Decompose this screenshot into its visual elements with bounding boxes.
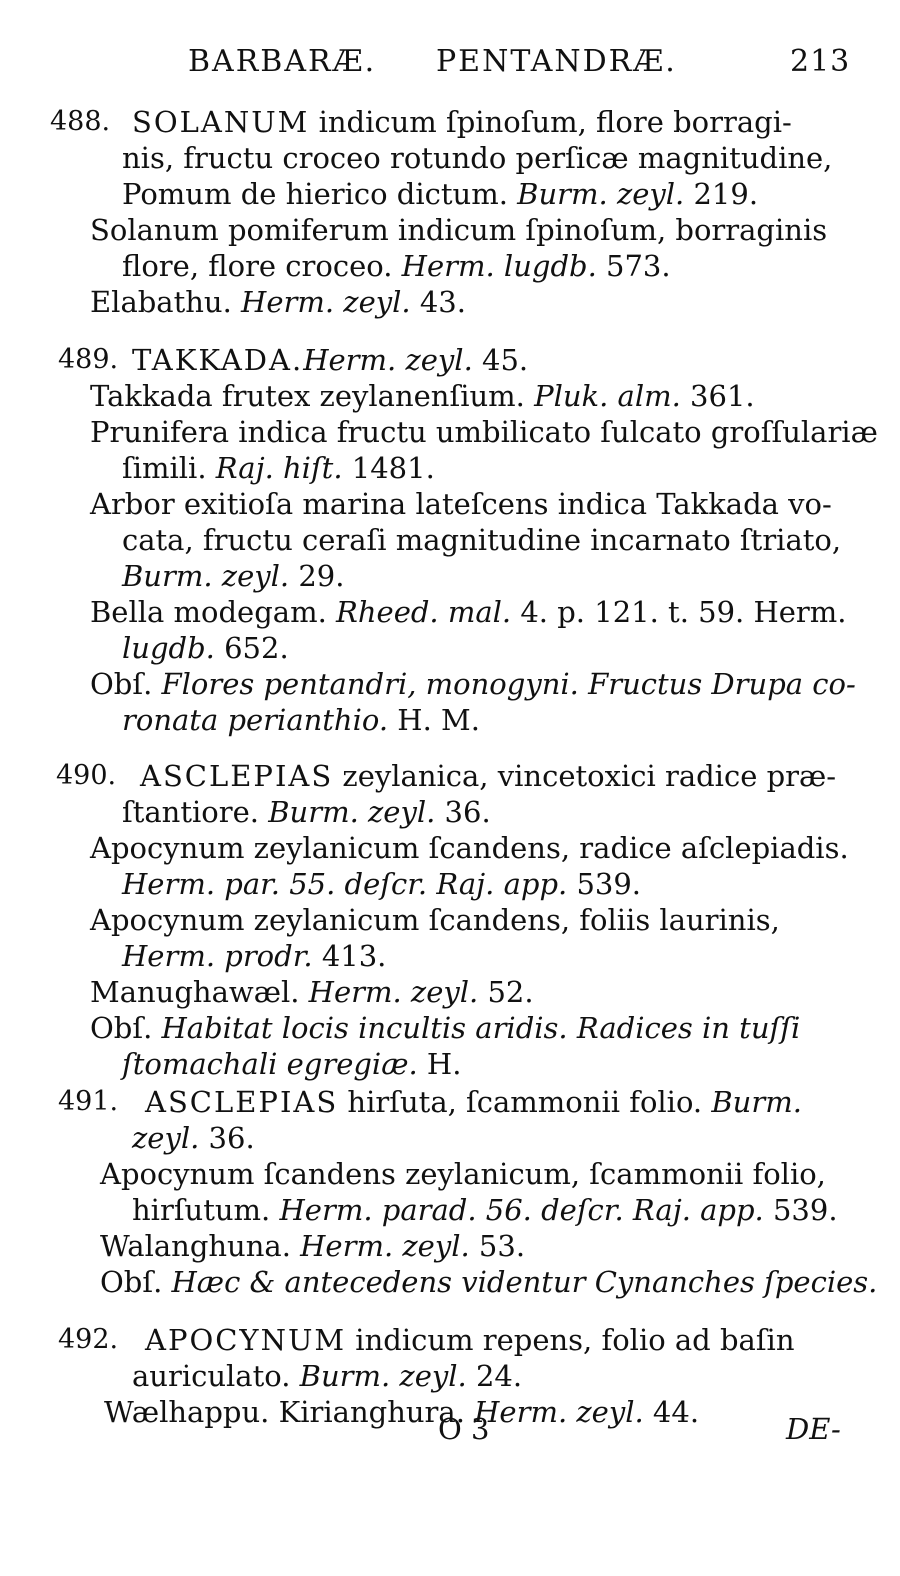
citation-number: 36. [435, 795, 491, 829]
text-line [90, 284, 466, 320]
text-line [122, 176, 758, 212]
citation-italic: Herm. lugdb. [392, 249, 597, 283]
citation-number: 413. [312, 939, 387, 973]
text-line [90, 830, 849, 866]
text-line [100, 1264, 877, 1300]
plain-text: indicum ſpinoſum, flore borragi- [309, 105, 792, 139]
plain-text: ſimili. [122, 451, 207, 485]
citation-italic: Burm. zeyl. [290, 1359, 467, 1393]
citation-italic: Burm. zeyl. [122, 559, 290, 593]
text-line [132, 1192, 838, 1228]
text-line [122, 558, 344, 594]
entry-number: 488. [50, 106, 111, 137]
plain-text: Elabathu. [90, 285, 232, 319]
citation-number: 1481. [342, 451, 435, 485]
plain-text: auriculato. [132, 1359, 291, 1393]
citation-number: H. M. [388, 703, 480, 737]
plain-text: cata, fructu ceraſi magnitudine incarnato ſtriato, [122, 523, 842, 557]
plain-text: Obſ. [90, 667, 153, 701]
plain-text: indicum repens, folio ad baſin [346, 1323, 795, 1357]
text-line [132, 104, 792, 140]
signature-mark: O 3 [438, 1412, 490, 1446]
citation-italic: Herm. zeyl. [303, 343, 473, 377]
citation-italic: Raj. hiſt. [206, 451, 343, 485]
citation-number: 43. [410, 285, 466, 319]
page-number: 213 [790, 44, 851, 79]
citation-number: 45. [472, 343, 529, 377]
citation-italic: Herm. parad. 56. deſcr. Raj. app. [270, 1193, 764, 1227]
text-line [145, 1084, 802, 1120]
citation-italic: Hæc & antecedens videntur Cynanches ſpecies. [162, 1265, 878, 1299]
citation-number: 36. [199, 1121, 255, 1155]
text-line [122, 140, 832, 176]
text-line [90, 414, 878, 450]
text-line [90, 594, 847, 630]
citation-number: 29. [289, 559, 345, 593]
text-line [100, 1156, 826, 1192]
text-line [104, 1394, 699, 1430]
citation-number: 539. [567, 867, 642, 901]
text-line [90, 1010, 800, 1046]
text-line [122, 630, 289, 666]
genus-name: TAKKADA. [132, 343, 304, 377]
citation-italic: Herm. zeyl. [231, 285, 411, 319]
text-line [132, 342, 528, 378]
citation-italic: Burm. zeyl. [259, 795, 436, 829]
genus-name: SOLANUM [132, 105, 310, 139]
text-line [90, 974, 534, 1010]
plain-text: zeylanica, vincetoxici radice præ- [333, 759, 837, 793]
citation-italic: Herm. prodr. [122, 939, 313, 973]
plain-text: Prunifera indica fructu umbilicato ſulcato groſſulariæ [90, 415, 878, 449]
citation-italic: Herm. par. 55. deſcr. Raj. app. [122, 867, 568, 901]
plain-text: Obſ. [100, 1265, 163, 1299]
citation-italic: Herm. zeyl. [299, 975, 479, 1009]
entry-number: 491. [58, 1086, 119, 1117]
citation-number: H. [417, 1047, 462, 1081]
citation-number: 53. [469, 1229, 526, 1263]
citation-number: 52. [478, 975, 534, 1009]
catchword: DE- [786, 1412, 841, 1446]
entry-number: 490. [56, 760, 117, 791]
text-line [122, 450, 435, 486]
citation-number: 219. [684, 177, 759, 211]
citation-number: 44. [643, 1395, 700, 1429]
citation-italic: Rheed. mal. [326, 595, 512, 629]
citation-number: 361. [680, 379, 755, 413]
citation-italic: zeyl. [132, 1121, 200, 1155]
plain-text: Obſ. [90, 1011, 153, 1045]
citation-italic: Pluk. alm. [524, 379, 681, 413]
citation-number: 539. [763, 1193, 838, 1227]
plain-text: Pomum de hierico dictum. [122, 177, 508, 211]
citation-italic: Burm. zeyl. [507, 177, 685, 211]
text-line [100, 1228, 525, 1264]
text-line [90, 902, 780, 938]
genus-name: ASCLEPIAS [145, 1085, 339, 1119]
text-line [145, 1322, 795, 1358]
plain-text: hirſuta, ſcammonii folio. [338, 1085, 703, 1119]
plain-text: Solanum pomiferum indicum ſpinoſum, borraginis [90, 213, 828, 247]
text-line [132, 1358, 522, 1394]
text-line [90, 666, 856, 702]
plain-text: Walanghuna. [100, 1229, 291, 1263]
plain-text: Bella modegam. [90, 595, 327, 629]
entry-number: 492. [58, 1324, 119, 1355]
citation-italic: Herm. zeyl. [290, 1229, 470, 1263]
citation-number: 652. [214, 631, 289, 665]
citation-italic: Burm. [702, 1085, 802, 1119]
entry-number: 489. [58, 344, 119, 375]
text-line [90, 212, 827, 248]
genus-name: ASCLEPIAS [140, 759, 334, 793]
citation-number: 573. [596, 249, 671, 283]
plain-text: ſtantiore. [122, 795, 259, 829]
text-line [122, 938, 386, 974]
plain-text: Manughawæl. [90, 975, 300, 1009]
plain-text: nis, fructu croceo rotundo perſicæ magnitudine, [122, 141, 833, 175]
plain-text: Wælhappu. Kirianghura. [104, 1395, 465, 1429]
plain-text: Apocynum zeylanicum ſcandens, foliis laurinis, [90, 903, 780, 937]
text-line [132, 1120, 255, 1156]
citation-italic: ronata perianthio. [122, 703, 389, 737]
plain-text: Apocynum ſcandens zeylanicum, ſcammonii folio, [100, 1157, 826, 1191]
citation-italic: Habitat locis incultis aridis. Radices in tuſſi [152, 1011, 801, 1045]
plain-text: Arbor exitioſa marina lateſcens indica Takkada vo- [90, 487, 832, 521]
citation-number: 4. p. 121. t. 59. Herm. [511, 595, 847, 629]
plain-text: flore, flore croceo. [122, 249, 393, 283]
genus-name: APOCYNUM [145, 1323, 347, 1357]
running-header-left: BARBARÆ. [188, 44, 377, 79]
text-line [122, 794, 491, 830]
citation-italic: Herm. zeyl. [464, 1395, 644, 1429]
text-line [140, 758, 836, 794]
plain-text: Apocynum zeylanicum ſcandens, radice aſclepiadis. [90, 831, 849, 865]
plain-text: Takkada frutex zeylanenſium. [90, 379, 525, 413]
text-line [122, 866, 641, 902]
text-line [90, 486, 832, 522]
text-line [122, 522, 841, 558]
citation-italic: ſtomachali egregiæ. [122, 1047, 418, 1081]
running-header-middle: PENTANDRÆ. [436, 44, 677, 79]
text-line [122, 1046, 461, 1082]
citation-italic: Flores pentandri, monogyni. Fructus Drupa co- [152, 667, 856, 701]
plain-text: hirſutum. [132, 1193, 271, 1227]
text-line [90, 378, 755, 414]
text-line [122, 248, 671, 284]
text-line [122, 702, 480, 738]
citation-italic: lugdb. [122, 631, 215, 665]
citation-number: 24. [466, 1359, 523, 1393]
